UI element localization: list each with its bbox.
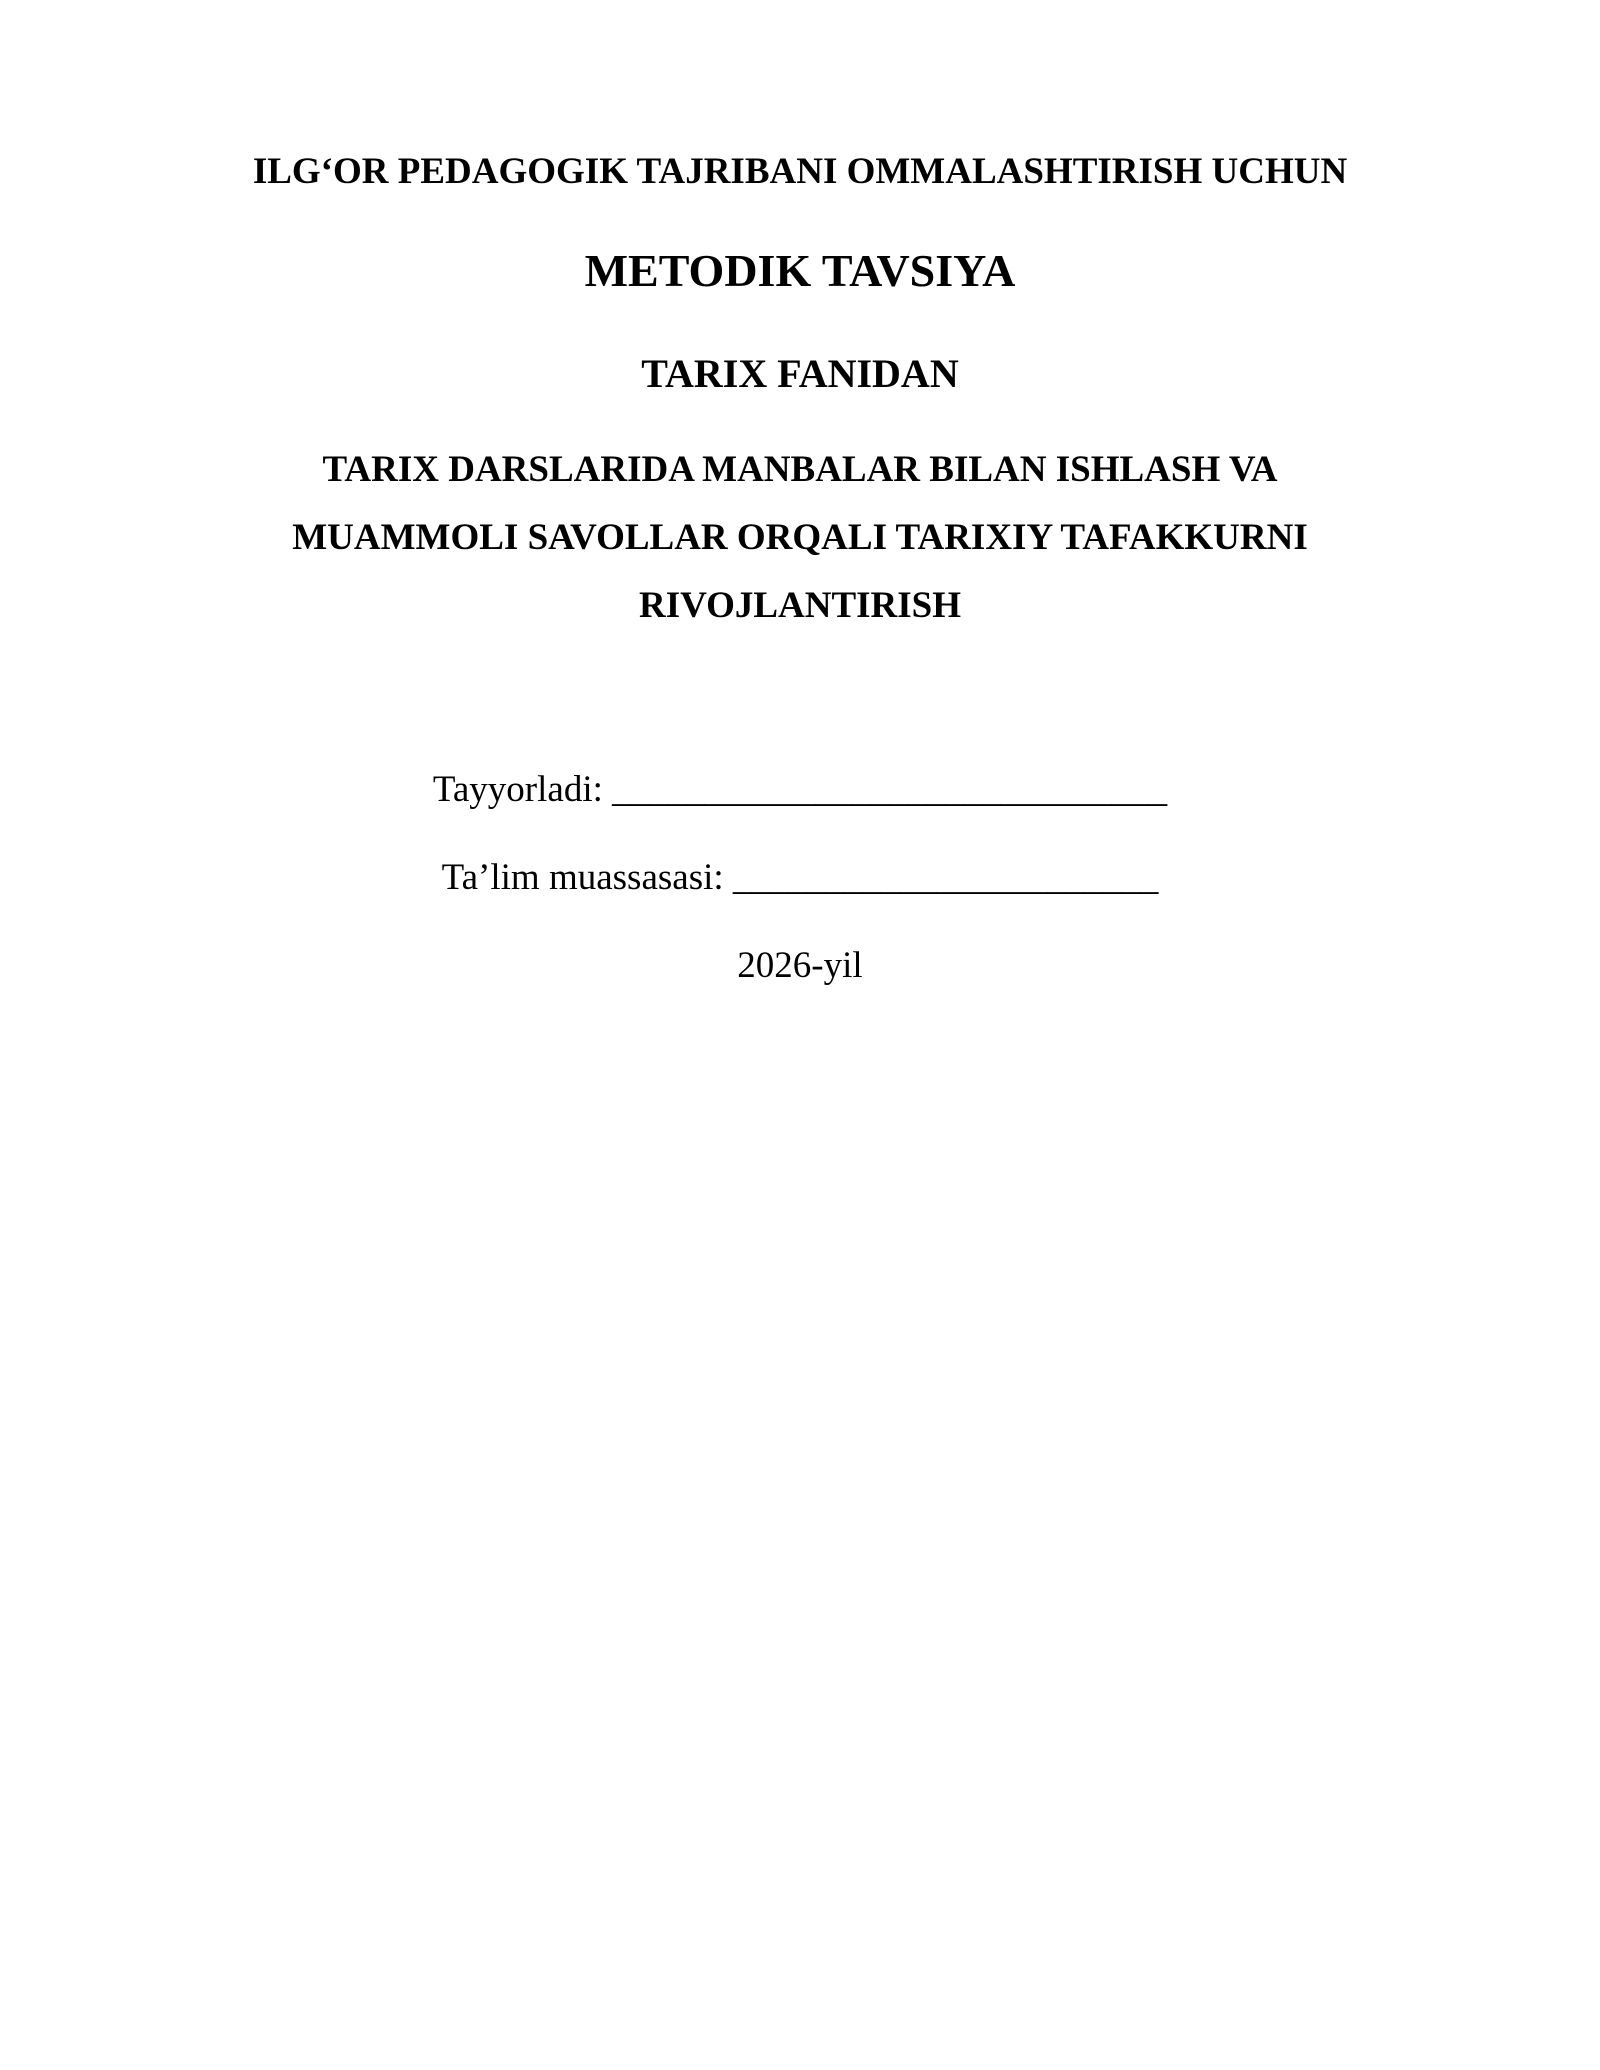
prepared-by-field: Tayyorladi: ______________________________: [432, 769, 1168, 810]
topic-line-2: MUAMMOLI SAVOLLAR ORQALI TARIXIY TAFAKKURNI: [292, 517, 1308, 558]
year-line: 2026-yil: [737, 945, 863, 986]
topic-line-3: RIVOJLANTIRISH: [638, 585, 962, 626]
header-line: ILG‘OR PEDAGOGIK TAJRIBANI OMMALASHTIRISH UCHUN: [252, 151, 1348, 192]
document-title: METODIK TAVSIYA: [584, 245, 1016, 296]
institution-field: Ta’lim muassasasi: _______________________: [441, 857, 1159, 898]
subject-line: TARIX FANIDAN: [641, 351, 959, 396]
topic-line-1: TARIX DARSLARIDA MANBALAR BILAN ISHLASH VA: [322, 449, 1278, 490]
